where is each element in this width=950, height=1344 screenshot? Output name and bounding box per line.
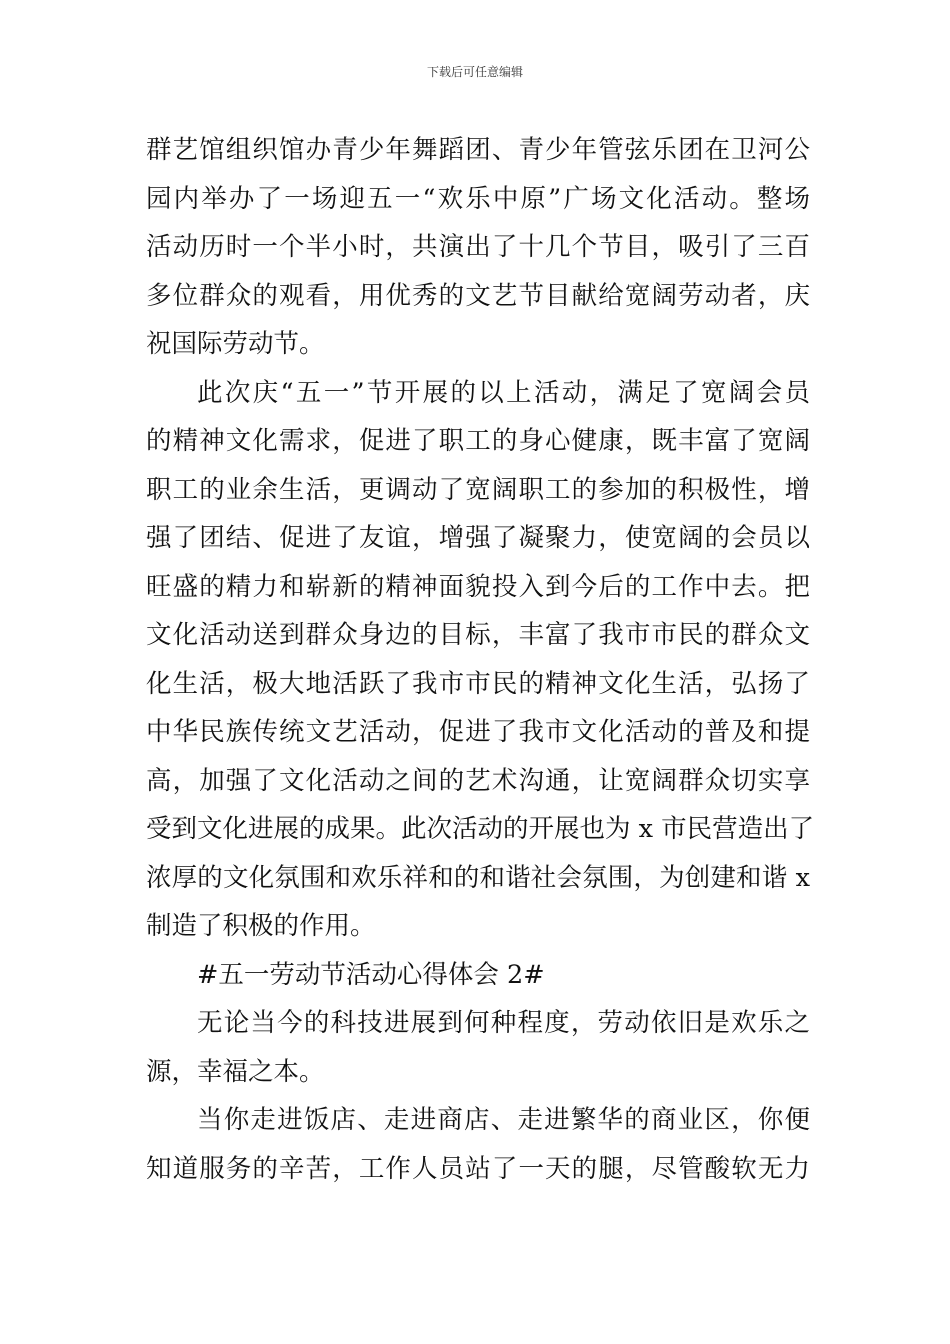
text-line: 受到文化进展的成果。此次活动的开展也为 x 市民营造出了 — [146, 814, 815, 844]
text-line: 中华民族传统文艺活动，促进了我市文化活动的普及和提 — [146, 717, 810, 747]
text-line: 的精神文化需求，促进了职工的身心健康，既丰富了宽阔 — [146, 426, 810, 456]
paragraph — [146, 999, 810, 1096]
text-line: 职工的业余生活，更调动了宽阔职工的参加的积极性，增 — [146, 474, 810, 505]
paragraph — [146, 1096, 810, 1193]
text-line: 化生活，极大地活跃了我市市民的精神文化生活，弘扬了 — [146, 668, 810, 699]
text-line: 旺盛的精力和崭新的精神面貌投入到今后的工作中去。把 — [146, 571, 810, 602]
text-line: 强了团结、促进了友谊，增强了凝聚力，使宽阔的会员以 — [146, 523, 810, 553]
text-line: 此次庆“五一”节开展的以上活动，满足了宽阔会员 — [197, 377, 810, 408]
text-line: 浓厚的文化氛围和欢乐祥和的和谐社会氛围，为创建和谐 x — [146, 862, 810, 893]
text-line: 源，幸福之本。 — [146, 1056, 325, 1087]
paragraph — [146, 369, 815, 951]
document-body — [146, 126, 815, 1193]
text-line: 高，加强了文化活动之间的艺术沟通，让宽阔群众切实享 — [146, 765, 810, 796]
text-line: 知道服务的辛苦，工作人员站了一天的腿，尽管酸软无力 — [146, 1153, 810, 1184]
paragraph — [146, 126, 810, 369]
text-line: 群艺馆组织馆办青少年舞蹈团、青少年管弦乐团在卫河公 — [146, 135, 810, 165]
page-header: 下载后可任意编辑 — [426, 65, 523, 79]
text-line: 多位群众的观看，用优秀的文艺节目献给宽阔劳动者，庆 — [146, 280, 810, 311]
text-line: 文化活动送到群众身边的目标，丰富了我市市民的群众文 — [146, 620, 810, 650]
heading-line: #五一劳动节活动心得体会 2# — [197, 959, 545, 990]
text-line: 活动历时一个半小时，共演出了十几个节目，吸引了三百 — [146, 232, 810, 262]
text-line: 无论当今的科技进展到何种程度，劳动依旧是欢乐之 — [197, 1008, 810, 1038]
text-line: 制造了积极的作用。 — [146, 911, 376, 941]
section-heading — [146, 951, 810, 1000]
text-line: 园内举办了一场迎五一“欢乐中原”广场文化活动。整场 — [146, 183, 810, 214]
text-line: 当你走进饭店、走进商店、走进繁华的商业区，你便 — [197, 1105, 810, 1135]
text-line: 祝国际劳动节。 — [146, 329, 325, 359]
